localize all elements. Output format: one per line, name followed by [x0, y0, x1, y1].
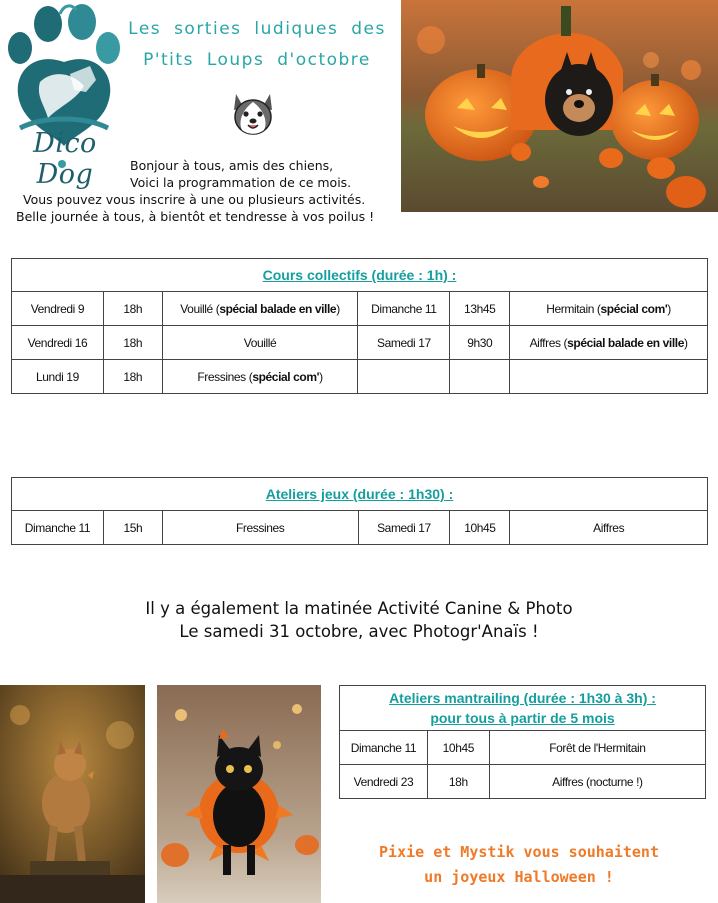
table-row — [12, 360, 708, 394]
time-cell: 18h — [103, 292, 162, 326]
place-cell: Fressines (spécial com') — [162, 360, 358, 394]
place-cell: Vouillé — [162, 326, 358, 360]
time-cell: 13h45 — [450, 292, 510, 326]
matinee-announcement — [0, 597, 718, 643]
halloween-pumpkin-dog-photo — [401, 0, 718, 212]
title-line-1: Les sorties ludiques des — [128, 19, 386, 39]
cours-collectifs-heading: Cours collectifs (durée : 1h) : — [12, 259, 708, 292]
place-cell: Vouillé (spécial balade en ville) — [162, 292, 358, 326]
table-row — [12, 326, 708, 360]
place-cell: Fressines — [162, 511, 358, 545]
mantrailing-heading — [340, 686, 706, 731]
day-cell: Vendredi 9 — [12, 292, 104, 326]
day-cell: Vendredi 16 — [12, 326, 104, 360]
place-cell: Hermitain (spécial com') — [510, 292, 708, 326]
day-cell: Lundi 19 — [12, 360, 104, 394]
page-title — [128, 14, 386, 76]
place-cell — [510, 360, 708, 394]
time-cell: 10h45 — [427, 731, 489, 765]
table-row — [12, 292, 708, 326]
time-cell: 18h — [427, 765, 489, 799]
mantrailing-heading-line-2: pour tous à partir de 5 mois — [430, 710, 615, 726]
husky-face-icon — [228, 90, 278, 138]
mantrailing-table — [339, 685, 706, 799]
time-cell — [450, 360, 510, 394]
place-cell: Forêt de l'Hermitain — [489, 731, 705, 765]
intro-line-2: Voici la programmation de ce mois. — [130, 175, 352, 190]
time-cell: 9h30 — [450, 326, 510, 360]
ateliers-jeux-heading: Ateliers jeux (durée : 1h30) : — [12, 478, 708, 511]
table-row — [340, 765, 706, 799]
halloween-wish — [330, 840, 708, 890]
table-row — [340, 731, 706, 765]
black-cat-costume-photo — [157, 685, 321, 903]
matinee-line-2: Le samedi 31 octobre, avec Photogr'Anaïs ! — [179, 622, 539, 641]
day-cell: Dimanche 11 — [340, 731, 428, 765]
paw-heart-logo-icon — [8, 4, 120, 146]
intro-line-1: Bonjour à tous, amis des chiens, — [130, 158, 334, 173]
day-cell — [358, 360, 450, 394]
ateliers-jeux-table — [11, 477, 708, 545]
cours-collectifs-table — [11, 258, 708, 394]
intro-line-4: Belle journée à tous, à bientôt et tendresse à vos poilus ! — [16, 209, 375, 224]
time-cell: 18h — [103, 326, 162, 360]
title-line-2: P'tits Loups d'octobre — [143, 50, 371, 70]
place-cell: Aiffres (spécial balade en ville) — [510, 326, 708, 360]
day-cell: Dimanche 11 — [12, 511, 104, 545]
day-cell: Samedi 17 — [358, 511, 450, 545]
place-cell: Aiffres (nocturne !) — [489, 765, 705, 799]
day-cell: Dimanche 11 — [358, 292, 450, 326]
time-cell: 18h — [103, 360, 162, 394]
time-cell: 10h45 — [450, 511, 510, 545]
mantrailing-heading-line-1: Ateliers mantrailing (durée : 1h30 à 3h) : — [389, 690, 656, 706]
table-row — [12, 511, 708, 545]
intro-line-3: Vous pouvez vous inscrire à une ou plusieurs activités. — [23, 192, 366, 207]
time-cell: 15h — [103, 511, 162, 545]
logo-wordmark: Dico Dog — [33, 128, 97, 190]
day-cell: Samedi 17 — [358, 326, 450, 360]
wish-line-2: un joyeux Halloween ! — [424, 868, 614, 886]
intro-text — [16, 157, 416, 225]
wish-line-1: Pixie et Mystik vous souhaitent — [379, 843, 659, 861]
dog-autumn-photo — [0, 685, 145, 903]
place-cell: Aiffres — [510, 511, 708, 545]
matinee-line-1: Il y a également la matinée Activité Canine & Photo — [145, 599, 573, 618]
day-cell: Vendredi 23 — [340, 765, 428, 799]
